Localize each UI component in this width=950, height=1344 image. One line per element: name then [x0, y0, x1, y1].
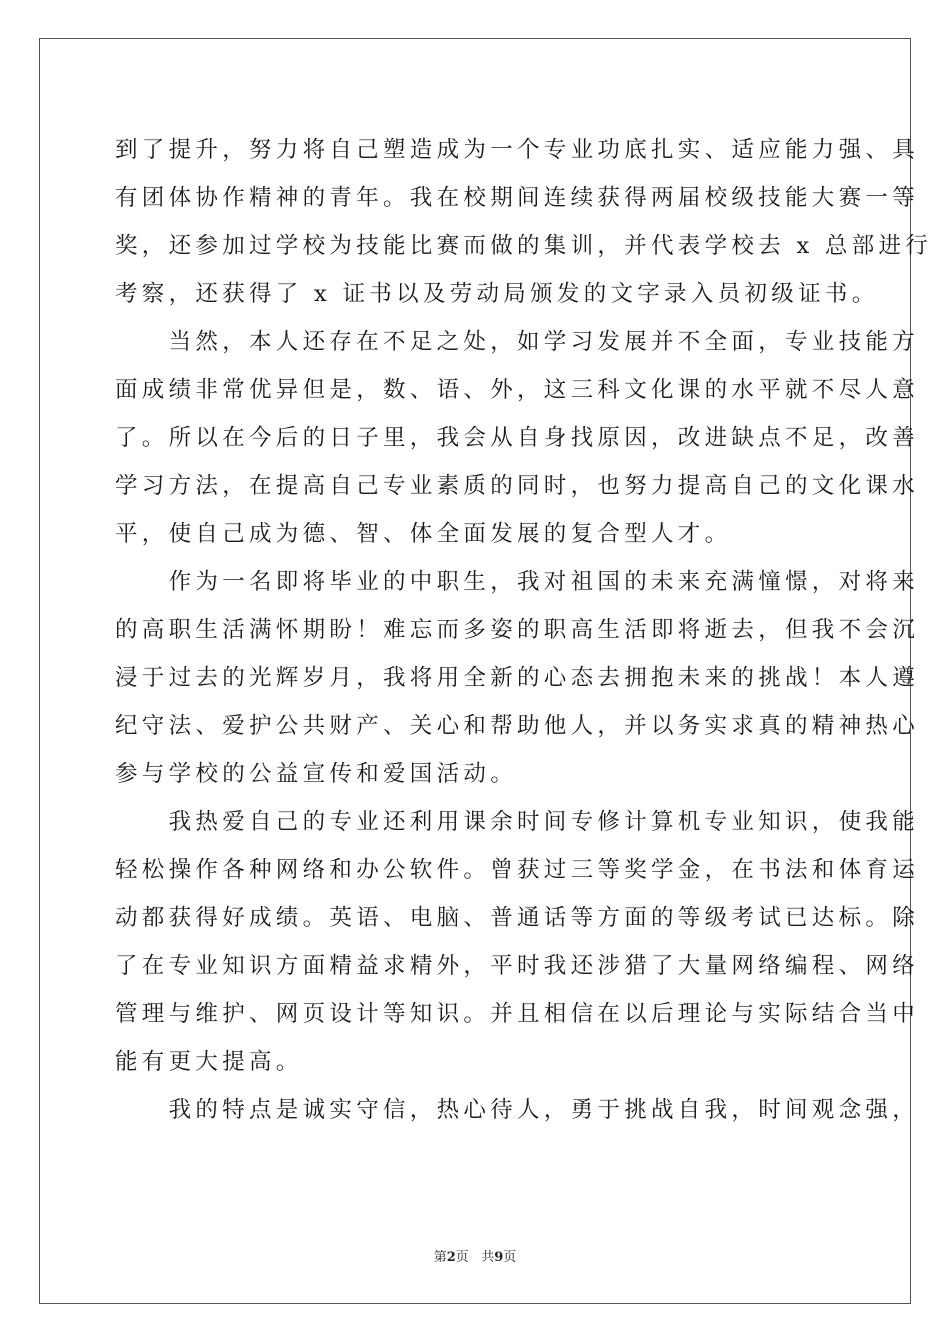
text-line: 当然，本人还存在不足之处，如学习发展并不全面，专业技能方	[115, 329, 920, 355]
text-line: 参与学校的公益宣传和爱国活动。	[115, 761, 518, 787]
text-line: 的高职生活满怀期盼！难忘而多姿的职高生活即将逝去，但我不会沉	[115, 617, 920, 643]
text-line: 能有更大提高。	[115, 1049, 303, 1075]
total-suffix: 页	[503, 1250, 517, 1265]
text-line: 面成绩非常优异但是，数、语、外，这三科文化课的水平就不尽人意	[115, 377, 920, 403]
text-line: 我热爱自己的专业还利用课余时间专修计算机专业知识，使我能	[115, 809, 920, 835]
text-line: 我的特点是诚实守信，热心待人，勇于挑战自我，时间观念强，	[115, 1097, 920, 1123]
page-prefix: 第	[433, 1250, 447, 1265]
text-line: 动都获得好成绩。英语、电脑、普通话等方面的等级考试已达标。除	[115, 905, 920, 931]
page-suffix: 页	[455, 1250, 469, 1265]
text-line: 管理与维护、网页设计等知识。并且相信在以后理论与实际结合当中	[115, 1001, 920, 1027]
text-line: 有团体协作精神的青年。我在校期间连续获得两届校级技能大赛一等	[115, 185, 920, 211]
total-prefix: 共	[481, 1250, 495, 1265]
text-line: 轻松操作各种网络和办公软件。曾获过三等奖学金，在书法和体育运	[115, 857, 920, 883]
text-line: 到了提升，努力将自己塑造成为一个专业功底扎实、适应能力强、具	[115, 137, 920, 163]
text-line: 了。所以在今后的日子里，我会从自身找原因，改进缺点不足，改善	[115, 425, 920, 451]
text-line: 学习方法，在提高自己专业素质的同时，也努力提高自己的文化课水	[115, 473, 920, 499]
text-line: 平，使自己成为德、智、体全面发展的复合型人才。	[115, 521, 732, 547]
page-footer	[0, 1246, 950, 1265]
text-line: 奖，还参加过学校为技能比赛而做的集训，并代表学校去 x 总部进行	[115, 233, 933, 259]
text-line: 浸于过去的光辉岁月，我将用全新的心态去拥抱未来的挑战！本人遵	[115, 665, 920, 691]
document-body	[115, 126, 933, 1134]
text-line: 纪守法、爱护公共财产、关心和帮助他人，并以务实求真的精神热心	[115, 713, 920, 739]
page-number: 2	[446, 1250, 456, 1265]
text-line: 作为一名即将毕业的中职生，我对祖国的未来充满憧憬，对将来	[115, 569, 920, 595]
text-line: 考察，还获得了 x 证书以及劳动局颁发的文字录入员初级证书。	[115, 281, 879, 307]
total-pages: 9	[494, 1250, 504, 1265]
text-line: 了在专业知识方面精益求精外，平时我还涉猎了大量网络编程、网络	[115, 953, 920, 979]
